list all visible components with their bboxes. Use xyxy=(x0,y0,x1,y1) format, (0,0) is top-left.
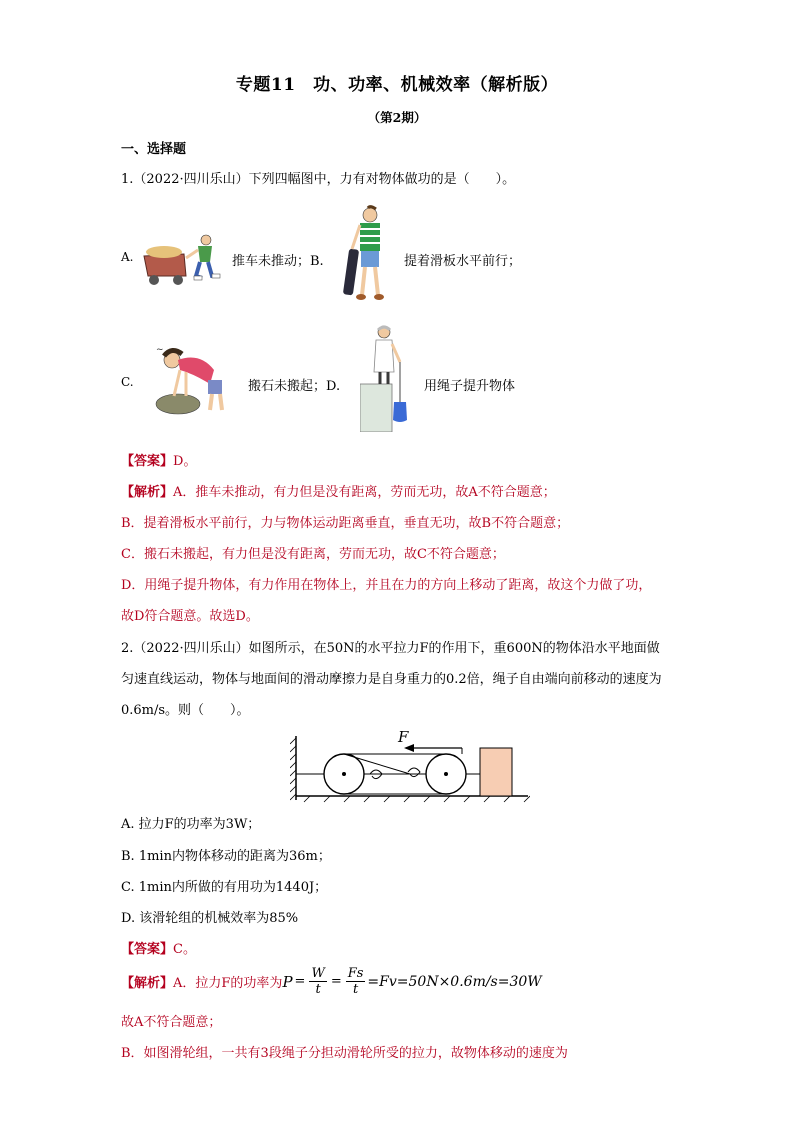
q1-option-b-text: 提着滑板水平前行； xyxy=(404,254,522,269)
q2-analysis-b: B．如图滑轮组，一共有3段绳子分担动滑轮所受的拉力，故物体移动的速度为 xyxy=(121,1046,568,1061)
formula-w: W xyxy=(311,966,325,981)
formula-frac-fs-t xyxy=(346,966,366,997)
q2-analysis-a-prefix: A．拉力F的功率为 xyxy=(173,976,283,991)
skateboard-carry-image xyxy=(340,205,395,305)
q1-answer-value: D。 xyxy=(173,454,197,469)
section-heading: 一、选择题 xyxy=(121,142,187,157)
q1-analysis-line-1 xyxy=(121,485,556,501)
formula-eq-2: = xyxy=(330,974,342,989)
page-title: 专题11 功、功率、机械效率（解析版） xyxy=(235,75,559,95)
q1-analysis-d-cont: 故D符合题意。故选D。 xyxy=(121,609,259,624)
q1-analysis-c: C．搬石未搬起，有力但是没有距离，劳而无功，故C不符合题意； xyxy=(121,547,505,562)
lifting-stone-image xyxy=(150,340,240,415)
q1-answer-tag: 【答案】 xyxy=(121,454,174,469)
q2-answer-tag: 【答案】 xyxy=(121,942,174,957)
formula-eq-1: = xyxy=(294,974,306,989)
q1-stem: 1.（2022·四川乐山）下列四幅图中，力有对物体做功的是（ ）。 xyxy=(121,172,516,187)
cart-push-image xyxy=(140,230,232,288)
q2-stem-line-1: 2.（2022·四川乐山）如图所示，在50N的水平拉力F的作用下，重600N的物体沿水平地面做 xyxy=(121,641,660,656)
q1-analysis-tag: 【解析】 xyxy=(121,485,174,500)
q2-analysis-tag: 【解析】 xyxy=(121,976,174,991)
q2-answer-value: C。 xyxy=(173,942,196,957)
q1-option-c-text: 搬石未搬起；D. xyxy=(248,379,341,394)
q2-stem-line-3: 0.6m/s。则（ ）。 xyxy=(121,703,250,718)
rope-lift-image xyxy=(360,322,420,432)
force-label-f: F xyxy=(398,728,409,746)
formula-frac-w-t xyxy=(309,966,326,997)
pulley-diagram xyxy=(290,728,530,804)
q2-analysis-formula-row xyxy=(121,966,542,997)
q1-option-a-label: A. xyxy=(121,250,134,264)
q2-option-a: A. 拉力F的功率为3W； xyxy=(121,817,261,832)
q2-analysis-a-conclusion: 故A不符合题意； xyxy=(121,1015,222,1030)
q1-analysis-d: D．用绳子提升物体，有力作用在物体上，并且在力的方向上移动了距离，故这个力做了功， xyxy=(121,578,652,593)
formula-t2: t xyxy=(352,982,359,997)
q2-option-c: C. 1min内所做的有用功为1440J； xyxy=(121,880,328,895)
period-subtitle: （第2期） xyxy=(367,110,427,125)
formula-fs: Fs xyxy=(347,966,364,981)
q2-answer xyxy=(121,942,196,958)
formula-p: P xyxy=(282,972,293,991)
q2-option-b: B. 1min内物体移动的距离为36m； xyxy=(121,849,331,864)
q1-analysis-b: B．提着滑板水平前行，力与物体运动距离垂直，垂直无功，故B不符合题意； xyxy=(121,516,570,531)
q1-analysis-a: A．推车未推动，有力但是没有距离，劳而无功，故A不符合题意； xyxy=(173,485,556,500)
q1-option-d-text: 用绳子提升物体 xyxy=(424,379,516,394)
formula-t: t xyxy=(315,982,321,997)
q2-option-d: D. 该滑轮组的机械效率为85% xyxy=(121,911,299,926)
svg-text:~: ~ xyxy=(156,345,164,355)
q1-option-c-label: C. xyxy=(121,375,134,389)
formula-rest: =Fv=50N×0.6m/s=30W xyxy=(367,973,542,990)
q1-option-a-text: 推车未推动；B. xyxy=(232,254,324,269)
q1-answer xyxy=(121,454,196,470)
q2-stem-line-2: 匀速直线运动，物体与地面间的滑动摩擦力是自身重力的0.2倍，绳子自由端向前移动的速度为 xyxy=(121,672,662,687)
